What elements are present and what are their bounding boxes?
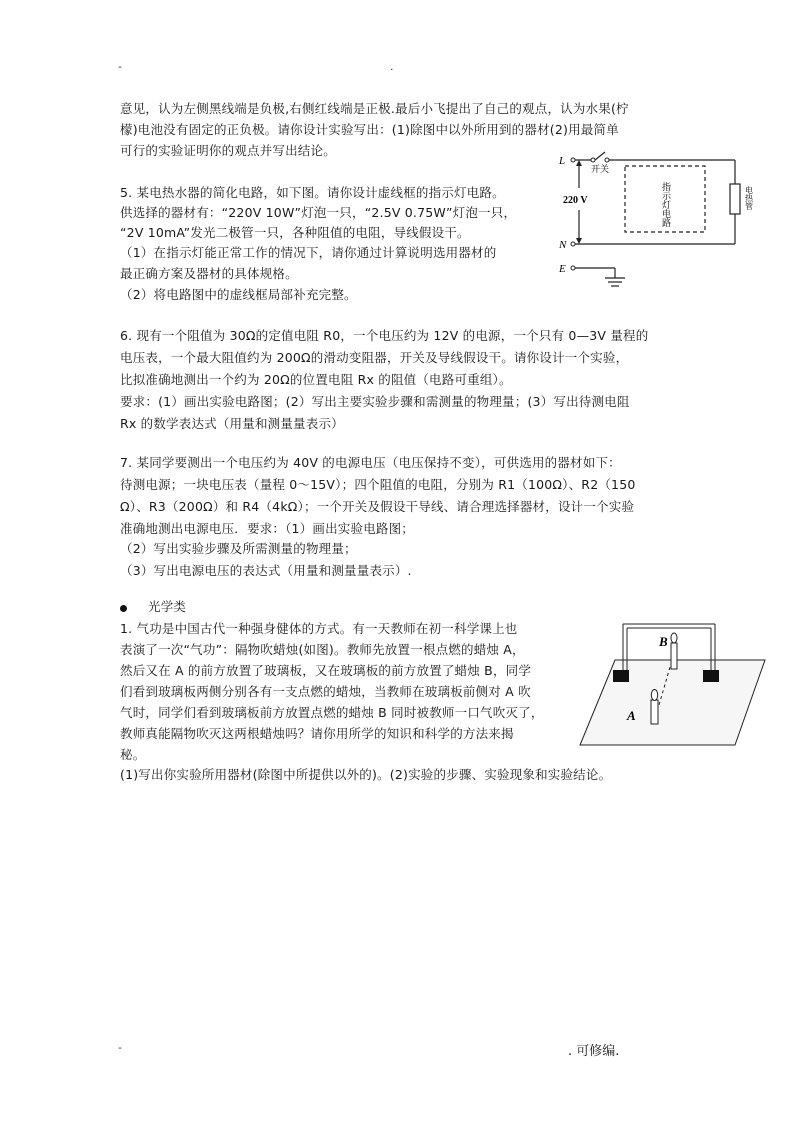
glass-stand-right (703, 670, 719, 682)
text-line: 檬)电池没有固定的正负极。请你设计实验写出：(1)除图中以外所用到的器材(2)用最简单 (120, 122, 619, 137)
text-line: 电压表，一个最大阻值约为 200Ω的滑动变阻器，开关及导线假设干。请你设计一个实验， (120, 350, 629, 365)
label-b: B (659, 634, 668, 649)
footer-left-mark: - (118, 1041, 122, 1054)
candle-b-body (671, 643, 677, 669)
text-line: 7. 某同学要测出一个电压约为 40V 的电源电压（电压保持不变），可供选用的器材如下： (120, 455, 621, 470)
text-line: （2）将电路图中的虚线框局部补充完整。 (120, 287, 357, 302)
heater-label: 电热管 (744, 186, 754, 210)
indicator-label: 指示灯电路 (660, 182, 670, 227)
text-line: Rx 的数学表达式（用量和测量量表示） (120, 416, 344, 431)
text-line: 比拟准确地测出一个约为 20Ω的位置电阻 Rx 的阻值（电路可重组）。 (120, 372, 512, 387)
section-bullet-icon (120, 605, 127, 612)
arrow-head-up (576, 160, 582, 166)
label-n: N (559, 239, 567, 251)
terminal-l (571, 158, 575, 162)
heater-element (730, 184, 740, 214)
text-line: “2V 10mA”发光二极管一只，各种阻值的电阻，导线假设干。 (120, 225, 470, 240)
label-l: L (559, 155, 566, 167)
table-surface (580, 660, 765, 745)
text-line: 准确地测出电源电压．要求：（1）画出实验电路图； (120, 521, 415, 536)
heater-circuit-diagram (555, 150, 755, 295)
switch-contact-2 (605, 158, 609, 162)
header-left-mark: - (118, 60, 122, 73)
text-line: (1)写出你实验所用器材(除图中所提供以外的)。(2)实验的步骤、实验现象和实验结论。 (120, 767, 612, 782)
text-line: 要求：(1）画出实验电路图；(2）写出主要实验步骤和需测量的物理量；(3）写出待测电阻 (120, 394, 630, 409)
glass-stand-left (613, 670, 629, 682)
terminal-e (571, 266, 575, 270)
candle-mirror-figure (575, 610, 770, 760)
text-line: 表演了一次“气功”：隔物吹蜡烛(如图)。教师先放置一根点燃的蜡烛 A， (120, 642, 525, 657)
text-line: 可行的实验证明你的观点并写出结论。 (120, 143, 336, 158)
section-heading: 光学类 (148, 599, 187, 614)
switch-blade (595, 152, 605, 160)
switch-contact-1 (591, 158, 595, 162)
terminal-n (571, 242, 575, 246)
text-line: 教师真能隔物吹灭这两根蜡烛吗？请你用所学的知识和科学的方法来揭 (120, 726, 514, 741)
header-center-mark: . (390, 60, 394, 73)
text-line: 们看到玻璃板两侧分别各有一支点燃的蜡烛，当教师在玻璃板前侧对 A 吹 (120, 684, 531, 699)
text-line: 意见，认为左侧黑线端是负极,右侧红线端是正极.最后小飞提出了自己的观点，认为水果(柠 (120, 101, 629, 116)
footer-right-text: . 可修编. (568, 1044, 620, 1059)
arrow-head-down (576, 238, 582, 244)
text-line: 6. 现有一个阻值为 30Ω的定值电阻 R0，一个电压约为 12V 的电源，一个只有 0—3V 量程的 (120, 328, 649, 343)
text-line: 待测电源；一块电压表（量程 0～15V）；四个阻值的电阻，分别为 R1（100Ω）、R2（150 (120, 477, 636, 492)
label-e: E (559, 263, 566, 275)
candle-b-flame-icon (671, 633, 677, 643)
switch-label: 开关 (591, 165, 610, 175)
label-a: A (627, 708, 636, 723)
text-line: 最正确方案及器材的具体规格。 (120, 266, 298, 281)
text-line: 供选择的器材有：“220V 10W”灯泡一只，“2.5V 0.75W”灯泡一只， (120, 205, 517, 220)
text-line: Ω）、R3（200Ω）和 R4（4kΩ）；一个开关及假设干导线、请合理选择器材，设计一个实验 (120, 499, 635, 514)
text-line: 然后又在 A 的前方放置了玻璃板，又在玻璃板的前方放置了蜡烛 B，同学 (120, 663, 532, 678)
text-line: （1）在指示灯能正常工作的情况下，请你通过计算说明选用器材的 (120, 245, 497, 260)
text-line: 1. 气功是中国古代一种强身健体的方式。有一天教师在初一科学课上也 (120, 621, 518, 636)
candle-a-flame-icon (651, 690, 657, 701)
text-line: 5. 某电热水器的简化电路，如下图。请你设计虚线框的指示灯电路。 (120, 185, 505, 200)
text-line: 秘。 (120, 747, 146, 762)
text-line: （3）写出电源电压的表达式（用量和测量量表示）. (120, 563, 412, 578)
text-line: 气时，同学们看到玻璃板前方放置点燃的蜡烛 B 同时被教师一口气吹灭了， (120, 705, 544, 720)
text-line: （2）写出实验步骤及所需测量的物理量； (120, 541, 357, 556)
candle-a-body (651, 700, 658, 724)
voltage-label: 220 V (563, 195, 588, 206)
